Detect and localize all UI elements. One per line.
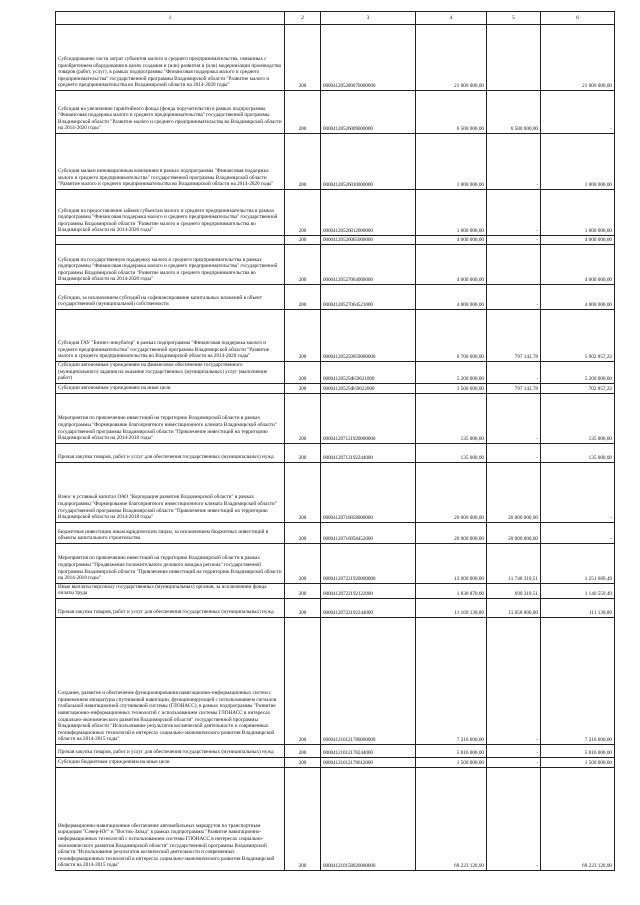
table-body (56, 25, 615, 871)
row-budget-code-cell: 00004120722192122000 (321, 583, 416, 598)
row-unexecuted-amount-cell: 5 816 000,00 (541, 744, 615, 757)
row-budget-code-cell: 00004120526010000000 (321, 134, 416, 190)
row-line-code-cell: 200 (285, 767, 321, 870)
row-name-text: Субсидии, за исключением субсидий на софинансирование капитальных вложений в объект государственной (муниципальной) собственности (58, 294, 262, 308)
table-row (56, 543, 615, 583)
row-budget-code-cell: 00004120712192244000 (321, 443, 416, 462)
row-approved-amount-cell: 1 830 870,00 (416, 583, 487, 598)
row-name-cell (56, 767, 285, 870)
row-unexecuted-amount-cell: - (541, 462, 615, 522)
table-row (56, 134, 615, 190)
column-number-header-row (56, 12, 615, 25)
row-name-text: Субсидии бюджетным учреждениям на иные цели (58, 759, 170, 766)
row-executed-amount-cell: 11 748 310,51 (487, 543, 541, 583)
row-executed-amount-cell: 20 000 000,00 (487, 522, 541, 543)
row-unexecuted-amount-cell: 702 857,22 (541, 383, 615, 393)
row-line-code-cell: 200 (285, 25, 321, 91)
row-budget-code-cell: 00004121012178612000 (321, 757, 416, 767)
table-row (56, 236, 615, 245)
row-name-text: Субсидия на государственную поддержку малого и среднего предпринимательства в рамках подпрограммы "Финансовая поддержка малого и среднего предпринимательства" государственной программы Владимирской области "Развитие малого и среднего предпринимательства во Владимирской области на 2014-2020 годы" (58, 256, 278, 283)
row-budget-code-cell: 00004120722192244000 (321, 598, 416, 617)
row-name-cell (56, 245, 285, 285)
row-name-cell (56, 462, 285, 522)
row-line-code-cell: 200 (285, 744, 321, 757)
table-row (56, 310, 615, 362)
row-name-cell (56, 598, 285, 617)
row-unexecuted-amount-cell: 4 000 000,00 (541, 285, 615, 310)
row-unexecuted-amount-cell: 1 140 559,49 (541, 583, 615, 598)
row-name-text: Создание, развитие и обеспечение функционирования навигационно-информационных систем с применением аппаратуры спутниковой навигации, функционирующей с использованием сигналов глобальной навигационной спутниковой системы (ГЛОНАСС), в рамках подпрограммы "Развитие навигационно-информационных технологий с использованием системы ГЛОНАСС в интересах социально-экономического развития Владимирской области" государственной программы Владимирской области "Использование результатов космической деятельности и современных геоинформационных технологий в интересах социально-экономического развития Владимирской области на 2014-2015 годы" (58, 690, 277, 743)
column-header-1: 1 (56, 12, 285, 25)
row-approved-amount-cell: 135 000,00 (416, 443, 487, 462)
row-budget-code-cell: 000041205259059000000 (321, 310, 416, 362)
row-line-code-cell: 200 (285, 236, 321, 245)
row-unexecuted-amount-cell: - (541, 522, 615, 543)
row-name-cell (56, 25, 285, 91)
row-line-code-cell: 200 (285, 362, 321, 384)
row-budget-code-cell: 00004120526009000000 (321, 91, 416, 134)
row-line-code-cell: 200 (285, 245, 321, 285)
row-name-text: Взнос в уставный капитал ОАО "Корпорация развития Владимирской области" в рамках подпрограммы "Формирование благоприятного инвестиционного климата Владимирской области" государственной программы Владимирской области "Привлечение инвестиций на территорию Владимирской области на 2014-2018 годы" (58, 494, 277, 521)
row-unexecuted-amount-cell: 1 000 000,00 (541, 134, 615, 190)
row-line-code-cell: 200 (285, 310, 321, 362)
row-executed-amount-cell: - (487, 134, 541, 190)
row-budget-code-cell: 000041210121780000000 (321, 617, 416, 744)
row-approved-amount-cell: 20 000 000,00 (416, 522, 487, 543)
row-name-text: Мероприятия по привлечению инвестиций на территорию Владимирской области в рамках подпрограммы "Продвижение положительного делового имиджа региона" государственной программы Владимирской области "Привлечение инвестиций на территорию Владимирской области на 2014-2018 годы" (58, 555, 282, 582)
row-name-text: Субсидия малым инновационным компаниям в рамках подпрограммы "Финансовая поддержка малого и среднего предпринимательства" государственной программы Владимирской области "Развитие малого и среднего предпринимательства во Владимирской области на 2014-2020 годы" (58, 168, 274, 188)
row-line-code-cell: 200 (285, 757, 321, 767)
row-budget-code-cell: 00004121012178244000 (321, 744, 416, 757)
table-row (56, 190, 615, 236)
row-name-text: Субсидия на увеличение гарантийного фонда (фонда поручительств) в рамках подпрограммы "Финансовая поддержка малого и среднего предпринимательства" государственной программы Владимирской области "Развитие малого и среднего предпринимательства во Владимирской области на 2014-2020 годы" (58, 105, 282, 132)
row-name-cell (56, 522, 285, 543)
row-approved-amount-cell: 1 500 000,00 (416, 383, 487, 393)
row-approved-amount-cell: 6 700 000,00 (416, 310, 487, 362)
column-header-3: 3 (321, 12, 416, 25)
row-approved-amount-cell: 1 000 000,00 (416, 134, 487, 190)
row-line-code-cell: 200 (285, 393, 321, 443)
row-name-cell (56, 617, 285, 744)
row-unexecuted-amount-cell: - (541, 91, 615, 134)
table-row (56, 744, 615, 757)
row-approved-amount-cell: 6 500 000,00 (416, 91, 487, 134)
row-budget-code-cell: 00004120526065000000 (321, 236, 416, 245)
row-unexecuted-amount-cell: 5 200 000,00 (541, 362, 615, 384)
row-executed-amount-cell: - (487, 236, 541, 245)
row-approved-amount-cell: 135 000,00 (416, 393, 487, 443)
row-name-text: Бюджетные инвестиции иным юридическим лицам, за исключением бюджетных инвестиций в объекты капитального строительства (58, 528, 269, 542)
row-unexecuted-amount-cell: 4 000 000,00 (541, 236, 615, 245)
table-row (56, 757, 615, 767)
table-row (56, 598, 615, 617)
row-approved-amount-cell: 21 000 000,00 (416, 25, 487, 91)
row-executed-amount-cell: - (487, 617, 541, 744)
row-name-text: Иные выплаты персоналу государственных (муниципальных) органов, за исключением фонда оплаты труда (58, 583, 267, 597)
column-header-2: 2 (285, 12, 321, 25)
row-executed-amount-cell: 6 500 000,00 (487, 91, 541, 134)
row-unexecuted-amount-cell: 7 316 000,00 (541, 617, 615, 744)
row-approved-amount-cell: 4 000 000,00 (416, 285, 487, 310)
table-row (56, 767, 615, 870)
row-unexecuted-amount-cell: 21 000 000,00 (541, 25, 615, 91)
row-unexecuted-amount-cell: 1 251 689,49 (541, 543, 615, 583)
row-name-text: Прочая закупка товаров, работ и услуг для обеспечения государственных (муниципальных) нужд (58, 454, 274, 461)
row-executed-amount-cell: - (487, 362, 541, 384)
row-line-code-cell: 200 (285, 383, 321, 393)
row-executed-amount-cell: 11 058 000,00 (487, 598, 541, 617)
row-name-cell (56, 757, 285, 767)
column-header-4: 4 (416, 12, 487, 25)
row-executed-amount-cell: - (487, 757, 541, 767)
table-row (56, 443, 615, 462)
row-name-text: Субсидии автономным учреждениям на финансовое обеспечение государственного (муниципального) задания на оказание государственных (муниципальных) услуг (выполнение работ) (58, 362, 268, 382)
row-name-text: Мероприятия по привлечению инвестиций на территорию Владимирской области в рамках подпрограммы "Формирование благоприятного инвестиционного климата Владимирской области" государственной программы Владимирской области "Привлечение инвестиций на территорию Владимирской области на 2014-2018 годы" (58, 415, 277, 442)
row-approved-amount-cell: 11 169 130,00 (416, 598, 487, 617)
row-unexecuted-amount-cell: 111 130,00 (541, 598, 615, 617)
row-line-code-cell: 200 (285, 543, 321, 583)
row-executed-amount-cell: - (487, 285, 541, 310)
row-line-code-cell: 200 (285, 522, 321, 543)
row-executed-amount-cell: 690 310,51 (487, 583, 541, 598)
row-budget-code-cell: 000041205280070000000 (321, 25, 416, 91)
row-name-cell (56, 744, 285, 757)
budget-execution-table (55, 11, 615, 871)
row-name-cell (56, 383, 285, 393)
column-header-5: 5 (487, 12, 541, 25)
row-unexecuted-amount-cell: 4 000 000,00 (541, 245, 615, 285)
row-unexecuted-amount-cell: 69 223 120,00 (541, 767, 615, 870)
row-budget-code-cell: 00004120716058452000 (321, 522, 416, 543)
row-executed-amount-cell: 797 142,78 (487, 383, 541, 393)
row-approved-amount-cell: 1 000 000,00 (416, 190, 487, 236)
row-budget-code-cell: 00004120527064521000 (321, 285, 416, 310)
row-line-code-cell: 200 (285, 190, 321, 236)
row-executed-amount-cell: 797 142,78 (487, 310, 541, 362)
table-row (56, 91, 615, 134)
row-line-code-cell: 200 (285, 91, 321, 134)
row-executed-amount-cell: - (487, 443, 541, 462)
row-approved-amount-cell: 13 000 000,00 (416, 543, 487, 583)
table-row (56, 393, 615, 443)
row-line-code-cell: 200 (285, 617, 321, 744)
row-budget-code-cell: 00004120525Ф59622000 (321, 383, 416, 393)
row-line-code-cell: 200 (285, 583, 321, 598)
table-row (56, 462, 615, 522)
row-executed-amount-cell: 20 000 000,00 (487, 462, 541, 522)
row-line-code-cell: 200 (285, 443, 321, 462)
row-name-text: Прочая закупка товаров, работ и услуг для обеспечения государственных (муниципальных) нужд (58, 609, 274, 616)
row-name-cell (56, 91, 285, 134)
row-executed-amount-cell (487, 245, 541, 285)
row-name-cell (56, 583, 285, 598)
row-unexecuted-amount-cell: 5 902 857,22 (541, 310, 615, 362)
row-name-text: Субсидия ГАУ "Бизнес-инкубатор" в рамках подпрограммы "Финансовая поддержка малого и среднего предпринимательства" государственной программы Владимирской области "Развитие малого и среднего предпринимательства во Владимирской области на 2014-2020 годы" (58, 340, 270, 360)
row-name-cell (56, 543, 285, 583)
row-unexecuted-amount-cell: 1 500 000,00 (541, 757, 615, 767)
table-row (56, 25, 615, 91)
row-unexecuted-amount-cell: 135 000,00 (541, 443, 615, 462)
table-row (56, 245, 615, 285)
row-budget-code-cell: 00004120527064000000 (321, 245, 416, 285)
row-line-code-cell: 200 (285, 134, 321, 190)
row-name-cell (56, 362, 285, 384)
table-row (56, 522, 615, 543)
row-approved-amount-cell: 4 000 000,00 (416, 245, 487, 285)
row-name-cell (56, 190, 285, 236)
budget-table-page (55, 11, 614, 871)
row-line-code-cell: 200 (285, 598, 321, 617)
row-executed-amount-cell: - (487, 767, 541, 870)
row-budget-code-cell: 00004120716058000000 (321, 462, 416, 522)
row-name-text: Информационно-навигационное обеспечение автомобильных маршрутов по транспортным коридорам "Север-Юг" и "Восток-Запад" в рамках подпрограммы "Развитие навигационно-информационных технологий с использованием системы ГЛОНАСС в интересах социально-экономического развития Владимирской области" государственной программы Владимирской области "Использование результатов космической деятельности и современных геоинформационных технологий в интересах социально-экономического развития Владимирской области на 2014-2015 годы" (58, 822, 275, 869)
table-row (56, 583, 615, 598)
row-budget-code-cell: 00004120526012000000 (321, 190, 416, 236)
row-name-cell (56, 236, 285, 245)
row-budget-code-cell: 000041207121920000000 (321, 393, 416, 443)
row-line-code-cell: 200 (285, 462, 321, 522)
row-name-text: Субсидии автономным учреждениям на иные цели (58, 385, 171, 392)
row-name-text: Субсидия на предоставление займов субъектам малого и среднего предпринимательства в рамках подпрограммы "Финансовая поддержка малого и среднего предпринимательства" государственной программы Владимирской области "Развитие малого и среднего предпринимательства во Владимирской области на 2014-2020 годы" (58, 207, 278, 234)
row-approved-amount-cell: 7 316 000,00 (416, 617, 487, 744)
row-budget-code-cell: 000041207221920000000 (321, 543, 416, 583)
row-name-text: Прочая закупка товаров, работ и услуг для обеспечения государственных (муниципальных) нужд (58, 749, 274, 756)
row-executed-amount-cell: - (487, 744, 541, 757)
table-row (56, 617, 615, 744)
row-executed-amount-cell (487, 25, 541, 91)
row-name-cell (56, 443, 285, 462)
row-budget-code-cell: 000041210158020000000 (321, 767, 416, 870)
row-approved-amount-cell: 1 500 000,00 (416, 757, 487, 767)
row-name-cell (56, 310, 285, 362)
row-approved-amount-cell: 5 816 000,00 (416, 744, 487, 757)
row-unexecuted-amount-cell: 135 000,00 (541, 393, 615, 443)
row-unexecuted-amount-cell: 1 000 000,00 (541, 190, 615, 236)
row-approved-amount-cell: 20 000 000,00 (416, 462, 487, 522)
row-name-text: Субсидирование части затрат субъектов малого и среднего предпринимательства, связанных с приобретением оборудования в целях создания и (или) развития и (или) модернизации производства товаров (работ, услуг), в рамках подпрограммы "Финансовая поддержка малого и среднего предпринимательства" государственной программы Владимирской области "Развитие малого и среднего предпринимательства во Владимирской области на 2014-2020 годы" (58, 56, 281, 89)
table-row (56, 362, 615, 384)
row-name-cell (56, 285, 285, 310)
table-row (56, 383, 615, 393)
column-header-6: 6 (541, 12, 615, 25)
row-executed-amount-cell: - (487, 190, 541, 236)
row-approved-amount-cell: 69 223 120,00 (416, 767, 487, 870)
row-approved-amount-cell: 4 000 000,00 (416, 236, 487, 245)
row-executed-amount-cell: - (487, 393, 541, 443)
row-name-cell (56, 134, 285, 190)
table-row (56, 285, 615, 310)
row-budget-code-cell: 00004120525Ф59621000 (321, 362, 416, 384)
row-name-cell (56, 393, 285, 443)
row-approved-amount-cell: 5 200 000,00 (416, 362, 487, 384)
row-line-code-cell: 200 (285, 285, 321, 310)
